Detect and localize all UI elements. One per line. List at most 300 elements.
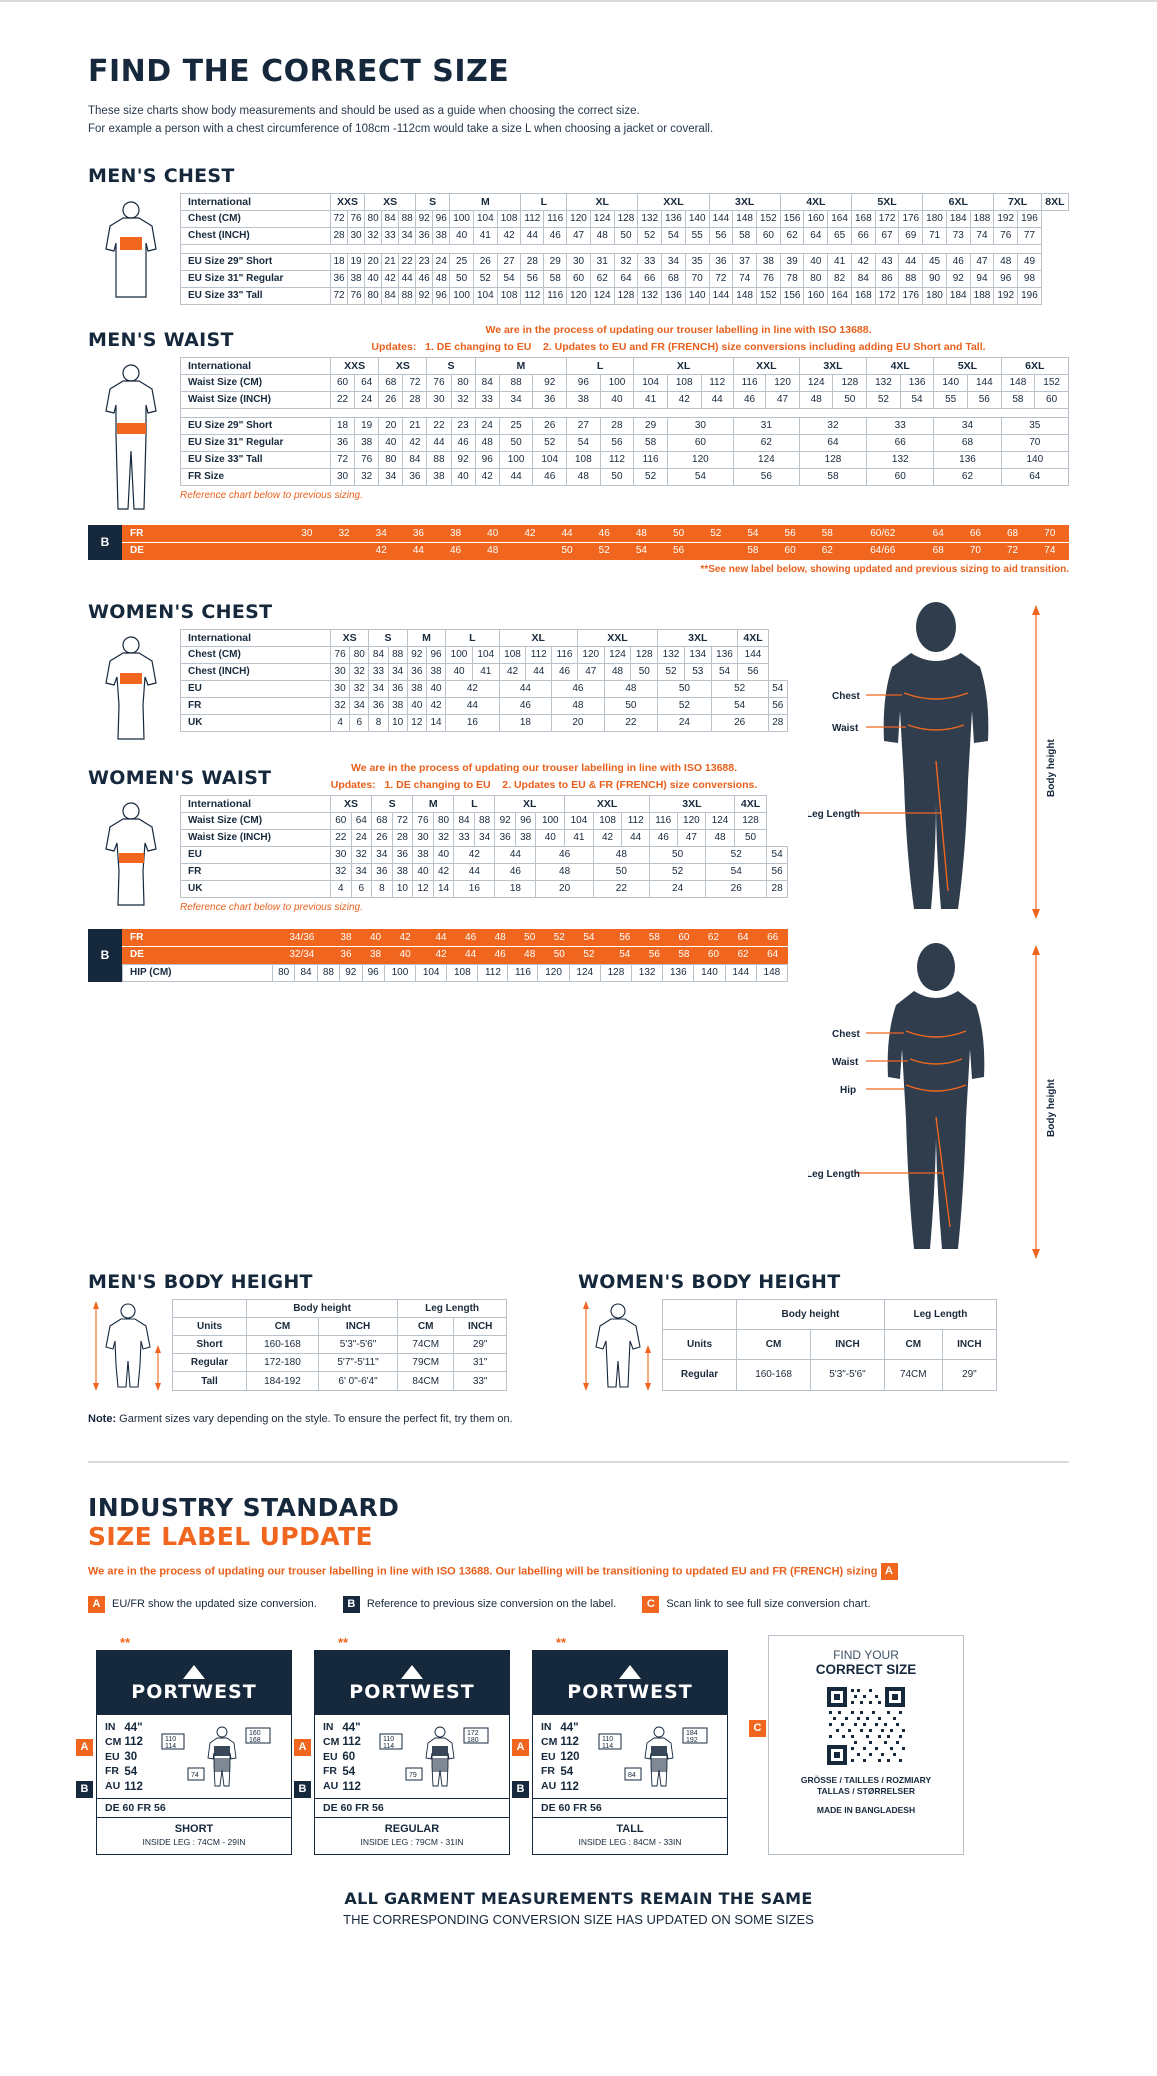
- col-header: L: [521, 193, 567, 210]
- cell: 104: [416, 964, 447, 981]
- industry-title-2: SIZE LABEL UPDATE: [88, 1521, 373, 1551]
- cell: 22: [399, 253, 416, 270]
- cell: 84: [851, 270, 875, 287]
- col-header: International: [181, 193, 331, 210]
- cell: 24: [475, 417, 499, 434]
- cell: 60: [867, 468, 934, 485]
- cell: 40: [600, 391, 634, 408]
- col-header: Leg Length: [398, 1299, 507, 1317]
- cell: 128: [799, 451, 866, 468]
- cell: 168: [851, 287, 875, 304]
- table-row: [181, 417, 1069, 434]
- cell: 66: [758, 929, 788, 946]
- cell: 60: [1035, 391, 1069, 408]
- womens-waist-reference-block: [88, 929, 788, 982]
- male-torso-figure: [88, 193, 180, 301]
- row-label: Chest (INCH): [181, 663, 331, 680]
- table-row: [123, 525, 1069, 542]
- female-waist-label: Waist: [832, 1056, 859, 1068]
- cell: 124: [733, 451, 799, 468]
- cell: 60: [757, 227, 781, 244]
- qr-code-icon[interactable]: [825, 1685, 907, 1767]
- table-row: [181, 468, 1069, 485]
- cell: 50: [614, 227, 638, 244]
- side-tag-a: A: [76, 1739, 93, 1756]
- cell: 38: [407, 680, 426, 697]
- size-key: FR: [541, 1765, 555, 1778]
- cell: 27: [497, 253, 521, 270]
- cell: 44: [526, 663, 552, 680]
- cell: 140: [1001, 451, 1068, 468]
- col-header: XXS: [331, 357, 379, 374]
- cell: 176: [899, 210, 923, 227]
- cell: 50: [499, 434, 533, 451]
- cell: 48: [485, 929, 515, 946]
- cell: 84: [382, 210, 399, 227]
- cell: 56: [610, 929, 640, 946]
- cell: 20: [536, 880, 593, 897]
- col-header: 3XL: [709, 193, 780, 210]
- table-header-row: [181, 629, 788, 646]
- cell: 28: [331, 227, 348, 244]
- col-header: S: [369, 629, 407, 646]
- label-previous-size: [533, 1798, 727, 1817]
- cell: 38: [437, 525, 474, 542]
- cell: 44: [622, 829, 650, 846]
- update-item-1: 1. DE changing to EU: [384, 778, 491, 791]
- cell: 6' 0"-6'4": [318, 1372, 397, 1390]
- male-height-figure: [88, 1299, 172, 1391]
- cell: 184-192: [247, 1372, 319, 1390]
- cell: 50: [600, 468, 634, 485]
- cell: 92: [407, 646, 426, 663]
- col-header: Body height: [247, 1299, 398, 1317]
- cell: 80: [350, 646, 369, 663]
- cell: 74CM: [884, 1360, 942, 1390]
- cell: 54: [767, 846, 788, 863]
- top-divider: [0, 0, 1157, 2]
- cell: 124: [799, 374, 833, 391]
- cell: 100: [499, 451, 533, 468]
- womens-waist-reference-caption: Reference chart below to previous sizing.: [180, 901, 363, 913]
- cell: 54: [706, 863, 767, 880]
- size-value: 112: [342, 1780, 361, 1793]
- cell: 152: [757, 210, 781, 227]
- cell: 40: [379, 434, 403, 451]
- cell: 76: [427, 374, 451, 391]
- cell: 92: [451, 451, 475, 468]
- cell: 60: [331, 812, 352, 829]
- qr-title-2: CORRECT SIZE: [815, 1661, 917, 1677]
- cell: 39: [780, 253, 804, 270]
- cell: 42: [433, 863, 454, 880]
- female-waist-figure: [88, 795, 180, 907]
- cell: 64: [728, 929, 758, 946]
- cell: 55: [934, 391, 968, 408]
- cell: 20: [552, 714, 605, 731]
- cell: 100: [450, 287, 474, 304]
- cell: 36: [709, 253, 733, 270]
- cell: 44: [426, 929, 456, 946]
- cell: 52: [711, 680, 768, 697]
- cell: 79CM: [398, 1354, 454, 1372]
- mens-chest-block: [88, 193, 1069, 305]
- cell: 160: [804, 287, 828, 304]
- cell: 180: [923, 287, 947, 304]
- cell: 98: [1018, 270, 1042, 287]
- cell: 26: [473, 253, 497, 270]
- cell: 72: [994, 542, 1031, 559]
- cell: 58: [669, 946, 699, 963]
- size-value: 54: [124, 1765, 138, 1778]
- size-key: EU: [541, 1750, 556, 1763]
- cell: 24: [351, 829, 372, 846]
- cell: 32: [451, 391, 475, 408]
- cell: 47: [677, 829, 706, 846]
- cell: 80: [365, 210, 382, 227]
- cell: 33: [369, 663, 388, 680]
- label-cards: [80, 1634, 1069, 1856]
- size-key: CM: [541, 1735, 558, 1748]
- cell: 62: [728, 946, 758, 963]
- cell: 18: [499, 714, 552, 731]
- cell: 62: [699, 929, 729, 946]
- cell: 104: [473, 210, 497, 227]
- cell: 184: [946, 210, 970, 227]
- cell: 46: [416, 270, 433, 287]
- col-header: XL: [634, 357, 734, 374]
- cell: 140: [685, 210, 709, 227]
- cell: 68: [379, 374, 403, 391]
- cell: 52: [634, 468, 668, 485]
- cell: 60: [667, 434, 733, 451]
- cell: 32: [331, 697, 350, 714]
- cell: 46: [451, 434, 475, 451]
- cell: 52: [658, 697, 712, 714]
- cell: 29: [634, 417, 668, 434]
- cell: 116: [649, 812, 677, 829]
- cell: 120: [538, 964, 569, 981]
- table-row: [181, 846, 788, 863]
- cell: 72: [331, 210, 348, 227]
- cell: 34: [388, 663, 407, 680]
- table-row: [181, 697, 788, 714]
- cell: 148: [733, 210, 757, 227]
- cell: 40: [433, 846, 454, 863]
- fig-left-1: 110: [383, 1736, 395, 1744]
- cell: 54: [623, 542, 660, 559]
- cell: 108: [567, 451, 601, 468]
- qr-card[interactable]: [753, 1635, 964, 1856]
- cell: 112: [478, 964, 508, 981]
- cell: 68: [662, 270, 686, 287]
- label-brand-bar: [533, 1651, 727, 1715]
- side-tag-b: B: [76, 1781, 93, 1798]
- cell: 58: [734, 542, 771, 559]
- cell: 48: [623, 525, 660, 542]
- cell: 23: [416, 253, 433, 270]
- cell: 30: [331, 468, 355, 485]
- cell: 32: [433, 829, 454, 846]
- cell: 100: [536, 812, 565, 829]
- col-header: L: [567, 357, 634, 374]
- cell: 14: [433, 880, 454, 897]
- cell: 28: [521, 253, 544, 270]
- cell: 46: [586, 525, 623, 542]
- size-value: 112: [124, 1736, 143, 1749]
- size-value: 112: [560, 1736, 579, 1749]
- cell: 108: [447, 964, 478, 981]
- cell: 30: [348, 227, 365, 244]
- cell: 152: [757, 287, 781, 304]
- table-header-row: [181, 357, 1069, 374]
- cell: 128: [600, 964, 631, 981]
- cell: 74: [1031, 542, 1068, 559]
- cell: 88: [399, 210, 416, 227]
- brand-name: PORTWEST: [131, 1680, 257, 1703]
- col-header: 8XL: [1041, 193, 1068, 210]
- col-header: 3XL: [649, 795, 734, 812]
- cell: 54: [667, 468, 733, 485]
- cell: 14: [426, 714, 445, 731]
- qr-footer-2: TALLAS / STØRRELSER: [816, 1786, 916, 1797]
- cell: 84CM: [398, 1372, 454, 1390]
- legend-item-c: [642, 1596, 870, 1613]
- cell: 100: [600, 374, 634, 391]
- side-tag-b: B: [512, 1781, 529, 1798]
- cell: 47: [766, 391, 800, 408]
- table-spacer-row: [181, 244, 1069, 253]
- row-label: FR: [181, 863, 331, 880]
- cell: 8: [369, 714, 388, 731]
- cell: 140: [685, 287, 709, 304]
- cell: 33: [867, 417, 934, 434]
- col-header: XS: [331, 795, 372, 812]
- cell: 26: [706, 880, 767, 897]
- cell: 108: [499, 646, 526, 663]
- cell: 188: [970, 287, 994, 304]
- female-model-diagram: [808, 941, 1068, 1261]
- label-figure: [587, 1721, 719, 1795]
- cell: 40: [413, 863, 434, 880]
- fig-leg: 79: [409, 1772, 418, 1780]
- cell: 19: [355, 417, 379, 434]
- cell: 42: [390, 929, 420, 946]
- cell: 92: [340, 964, 362, 981]
- table-row: [181, 812, 788, 829]
- row-label: EU: [181, 680, 331, 697]
- cell: 88: [388, 646, 407, 663]
- cell: 38: [567, 391, 601, 408]
- cell: 44: [899, 253, 923, 270]
- updates-label: Updates:: [330, 778, 376, 791]
- label-footer: [315, 1817, 509, 1854]
- cell: 80: [804, 270, 828, 287]
- womens-waist-table: [180, 795, 788, 898]
- cell: 132: [867, 451, 934, 468]
- size-value: 44": [560, 1721, 579, 1734]
- cell: 28: [767, 880, 788, 897]
- table-row: [181, 253, 1069, 270]
- table-row: [173, 1336, 507, 1354]
- cell: 54: [567, 434, 601, 451]
- cell: 96: [515, 812, 536, 829]
- cell: 124: [590, 287, 614, 304]
- cell: 58: [1001, 391, 1035, 408]
- cell: 184: [946, 287, 970, 304]
- col-header: S: [372, 795, 413, 812]
- row-label: Tall: [173, 1372, 247, 1390]
- cell: 56: [600, 434, 634, 451]
- table-row: [181, 287, 1069, 304]
- cell: 12: [413, 880, 434, 897]
- cell: 84: [295, 964, 317, 981]
- cell: 46: [456, 929, 486, 946]
- cell: 120: [766, 374, 800, 391]
- cell: 144: [709, 210, 733, 227]
- mens-body-height-block: [88, 1271, 508, 1391]
- cell: 50: [450, 270, 474, 287]
- cell: 5'7"-5'11": [318, 1354, 397, 1372]
- industry-lead-text: We are in the process of updating our trouser labelling in line with ISO 13688. Our labelling will be transitioning to updated EU and FR (FRENCH) sizing: [88, 1565, 878, 1578]
- cell: 44: [499, 680, 552, 697]
- cell: 56: [640, 946, 670, 963]
- row-label: HIP (CM): [123, 964, 273, 981]
- cell: 50: [660, 525, 697, 542]
- cell: 48: [994, 253, 1018, 270]
- label-fit: REGULAR: [384, 1823, 440, 1836]
- cell: 32: [355, 468, 379, 485]
- fit-note: [88, 1413, 1069, 1425]
- cell: 30: [331, 663, 350, 680]
- cell: 124: [604, 646, 631, 663]
- cell: 172: [875, 210, 899, 227]
- cell: 192: [994, 210, 1018, 227]
- cell: 56: [767, 863, 788, 880]
- legend-item-a: [88, 1596, 317, 1613]
- cell: 108: [593, 812, 622, 829]
- male-leg-label: Leg Length: [808, 808, 860, 820]
- section-title-womens-body-height: WOMEN'S BODY HEIGHT: [578, 1270, 841, 1293]
- cell: 22: [427, 417, 451, 434]
- cell: 50: [548, 542, 585, 559]
- col-header: M: [450, 193, 521, 210]
- cell: 90: [923, 270, 947, 287]
- cell: 33": [454, 1372, 507, 1390]
- row-label: EU Size 33" Tall: [181, 451, 331, 468]
- cell: 38: [348, 270, 365, 287]
- cell: 52: [649, 863, 705, 880]
- cell: 64: [351, 812, 372, 829]
- cell: 84: [382, 287, 399, 304]
- cell: 48: [799, 391, 833, 408]
- size-key: AU: [541, 1780, 557, 1793]
- size-value: 44": [124, 1721, 143, 1734]
- cell: 46: [733, 391, 765, 408]
- womens-waist-reference-table: [122, 929, 788, 964]
- cell: 60/62: [846, 525, 920, 542]
- cell: 30: [331, 680, 350, 697]
- cell: 34: [369, 680, 388, 697]
- col-header: L: [454, 795, 495, 812]
- section-title-mens-waist: MEN'S WAIST: [88, 328, 234, 351]
- cell: 21: [403, 417, 427, 434]
- cell: 68: [994, 525, 1031, 542]
- row-label: FR: [181, 697, 331, 714]
- size-key: IN: [323, 1721, 334, 1734]
- row-label: Short: [173, 1336, 247, 1354]
- cell: 36: [388, 680, 407, 697]
- cell: 196: [1018, 210, 1042, 227]
- table-row: [123, 964, 788, 981]
- womens-chest-block: [88, 629, 788, 743]
- female-chest-label: Chest: [832, 1028, 860, 1040]
- cell: 148: [733, 287, 757, 304]
- cell: 160: [804, 210, 828, 227]
- cell: 30: [413, 829, 434, 846]
- cell: 42: [499, 663, 526, 680]
- size-key: FR: [323, 1765, 337, 1778]
- col-header: 5XL: [934, 357, 1001, 374]
- cell: 48: [604, 680, 658, 697]
- cell: 92: [946, 270, 970, 287]
- male-waist-label: Waist: [832, 722, 859, 734]
- side-tag-b: B: [294, 1781, 311, 1798]
- cell: 30: [331, 846, 352, 863]
- cell: 112: [622, 812, 650, 829]
- col-header: XS: [365, 193, 416, 210]
- cell: 160-168: [737, 1360, 811, 1390]
- size-key: CM: [105, 1735, 122, 1748]
- cell: 104: [565, 812, 594, 829]
- table-row: [173, 1354, 507, 1372]
- label-brand-bar: [97, 1651, 291, 1715]
- womens-body-height-table: [662, 1299, 997, 1391]
- cell: [697, 542, 734, 559]
- cell: 96: [426, 646, 445, 663]
- label-inside-leg: INSIDE LEG : 74CM - 29IN: [142, 1837, 246, 1848]
- cell: 100: [384, 964, 415, 981]
- cell: 54: [734, 525, 771, 542]
- section-title-mens-chest: MEN'S CHEST: [88, 164, 235, 187]
- row-label: Waist Size (CM): [181, 812, 331, 829]
- cell: 136: [900, 374, 934, 391]
- cell: 6: [350, 714, 369, 731]
- mens-waist-footnote: **See new label below, showing updated and previous sizing to aid transition.: [700, 563, 1069, 575]
- cell: 66: [851, 227, 875, 244]
- size-value: 112: [560, 1780, 579, 1793]
- cell: 26: [372, 829, 393, 846]
- cell: 92: [533, 374, 567, 391]
- fig-leg: 74: [191, 1772, 200, 1780]
- cell: 88: [899, 270, 923, 287]
- cell: 65: [828, 227, 852, 244]
- row-label: EU Size 29" Short: [181, 417, 331, 434]
- cell: 30: [288, 525, 325, 542]
- cell: 48: [474, 542, 511, 559]
- cell: 180: [923, 210, 947, 227]
- cell: 134: [684, 646, 711, 663]
- brand-name: PORTWEST: [567, 1680, 693, 1703]
- mens-body-height-table: [172, 1299, 507, 1391]
- fig-right-2: 180: [467, 1737, 480, 1745]
- cell: 34: [662, 253, 686, 270]
- cell: 76: [413, 812, 434, 829]
- cell: 84: [369, 646, 388, 663]
- cell: 120: [577, 646, 604, 663]
- cell: 56: [733, 468, 799, 485]
- col-header: 6XL: [1001, 357, 1068, 374]
